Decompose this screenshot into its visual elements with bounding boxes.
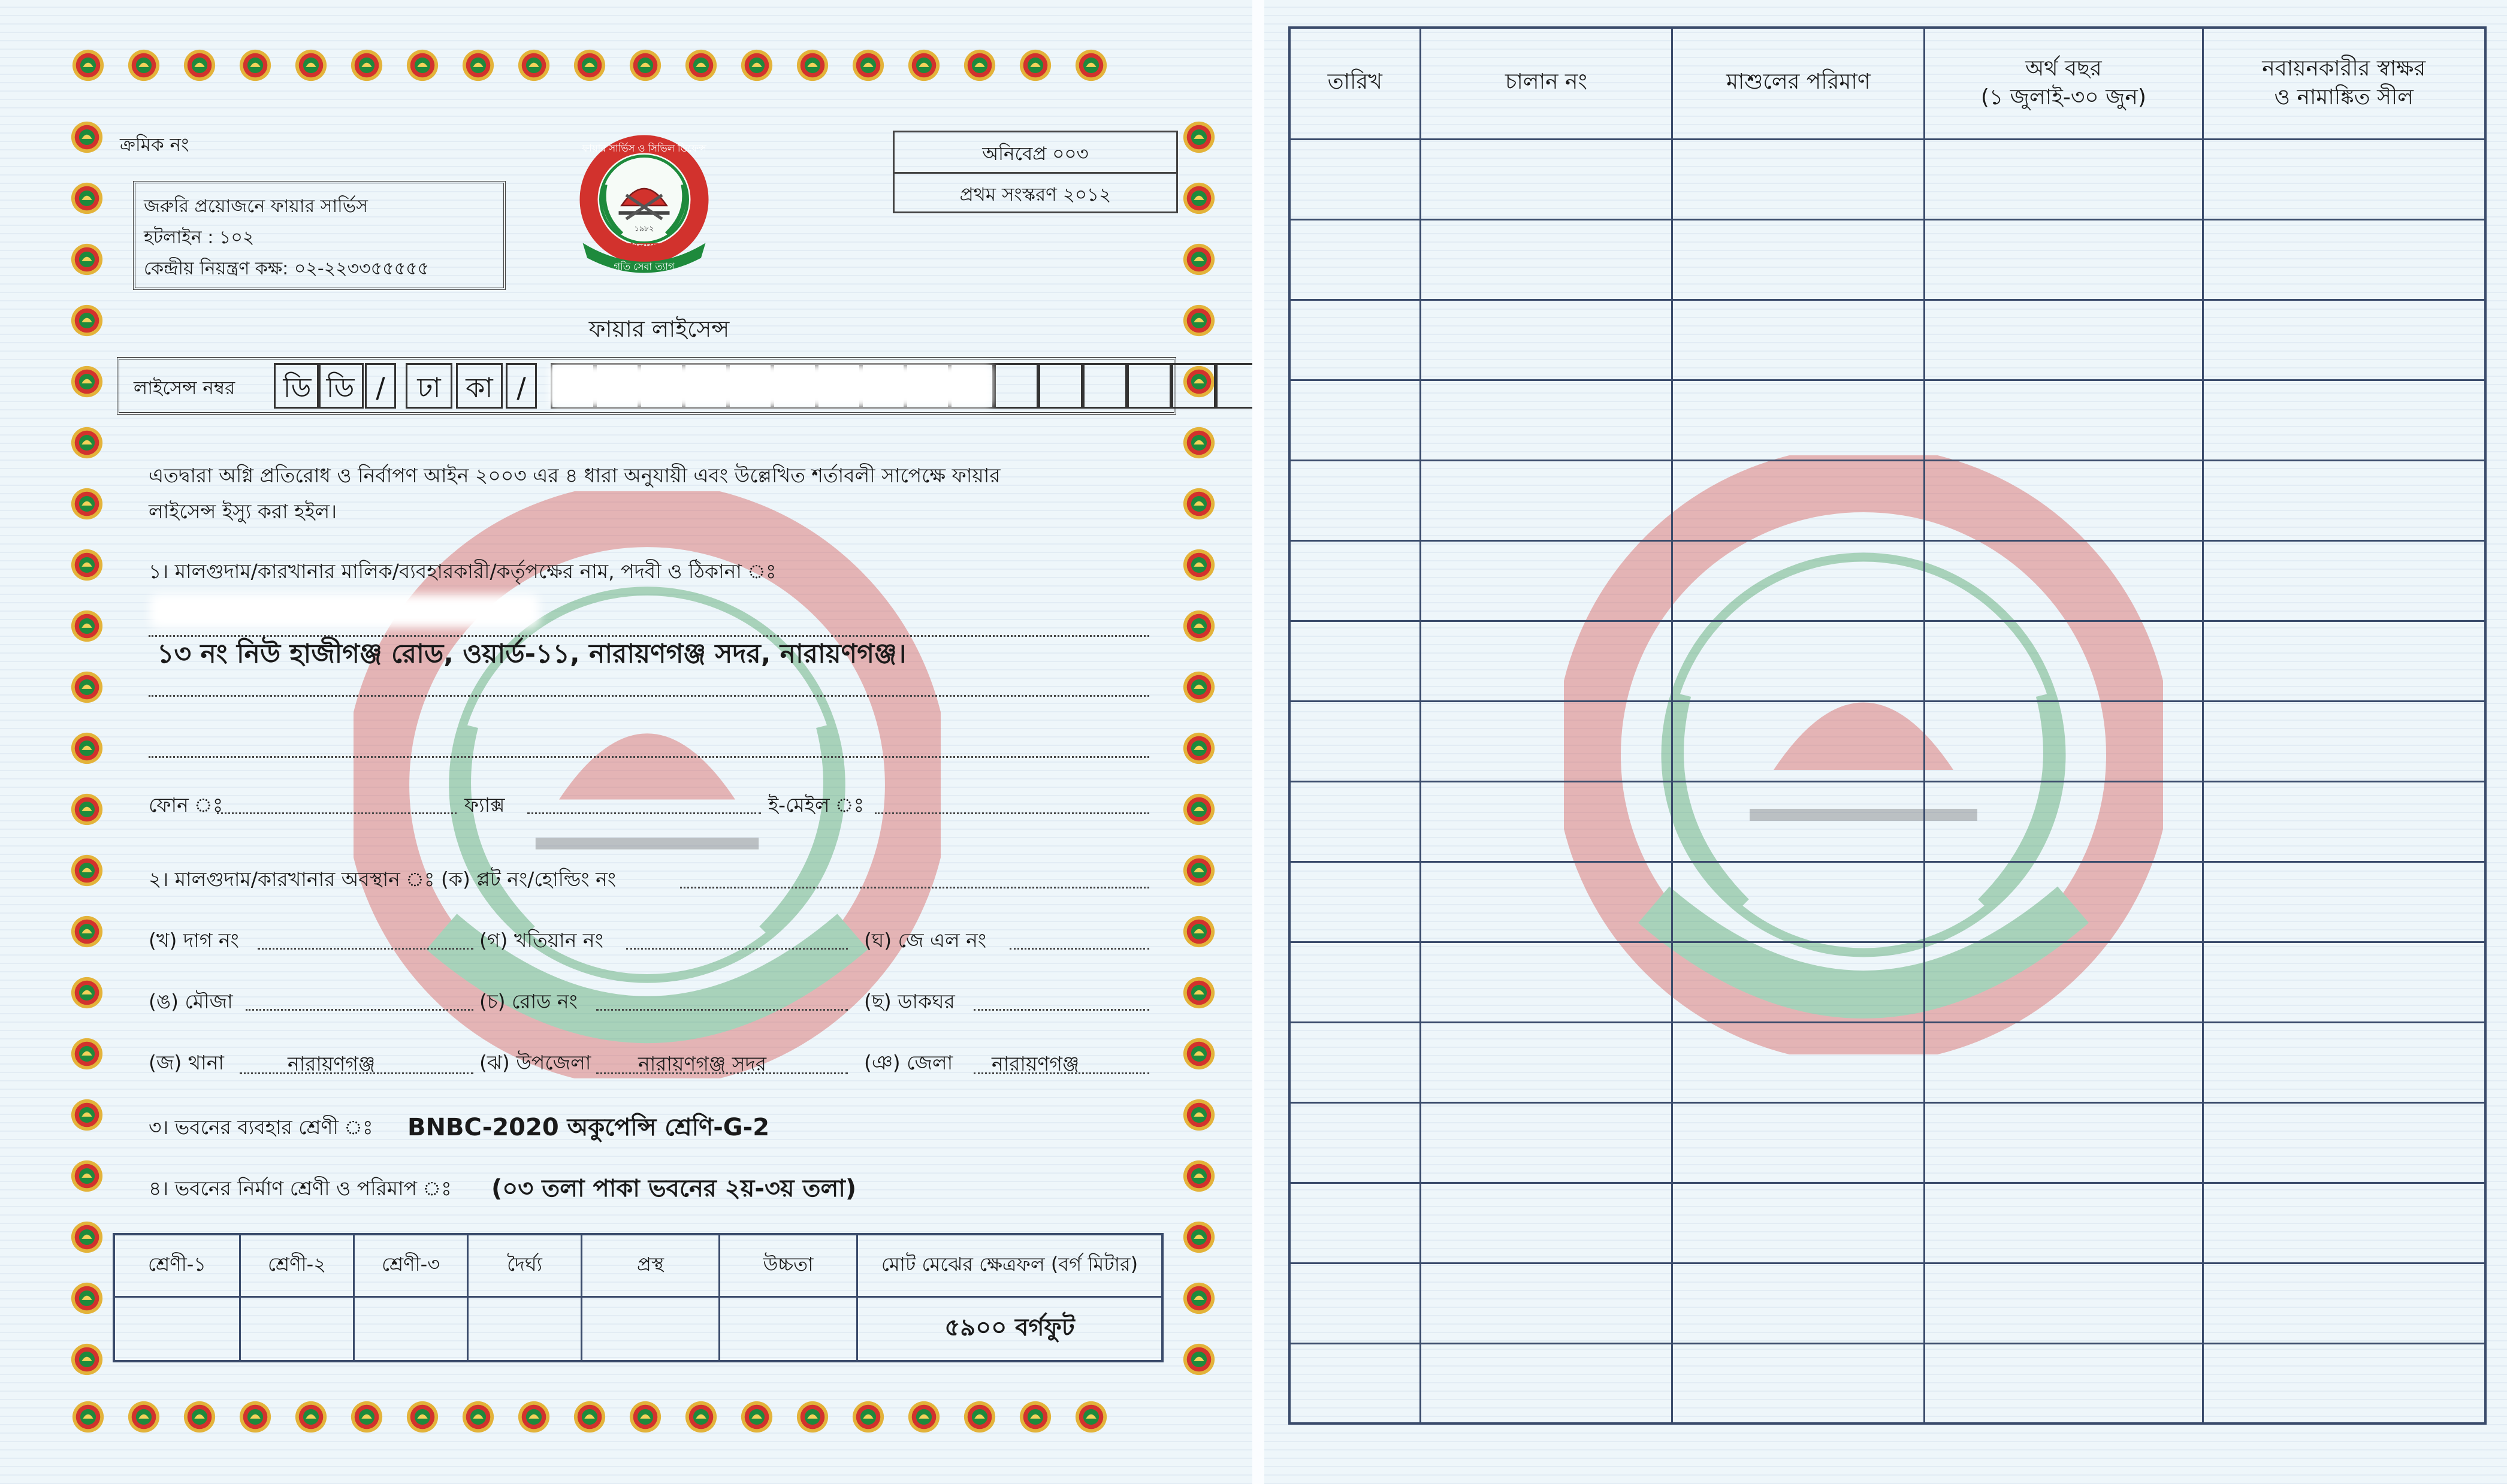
border-seal-icon [1182, 548, 1216, 582]
table-cell [1925, 380, 2203, 460]
border-seal-icon [70, 914, 104, 949]
border-seal-icon [182, 1400, 217, 1434]
border-seal-icon [70, 1281, 104, 1316]
border-seal-icon [70, 1220, 104, 1255]
table-cell [1672, 1183, 1925, 1263]
table-row [1289, 1183, 2485, 1263]
table-cell [114, 1296, 240, 1361]
border-seal-icon [1182, 1098, 1216, 1132]
table-cell [1420, 862, 1672, 942]
header-challan: চালান নং [1420, 28, 1672, 139]
border-seal-icon [70, 548, 104, 582]
table-cell [1925, 1343, 2203, 1423]
page-gutter [1252, 0, 1264, 1484]
phone-label: ফোন ঃ [149, 793, 223, 817]
table-cell [2203, 701, 2485, 781]
border-seal-icon [70, 1098, 104, 1132]
license-empty-cell [1171, 363, 1216, 409]
license-char-cell: ঢা [406, 363, 452, 409]
table-cell [1672, 1263, 1925, 1343]
border-seal-icon [1182, 853, 1216, 888]
license-front-page [0, 0, 1252, 1484]
border-seal-icon [1182, 1159, 1216, 1193]
border-seal-icon [1182, 425, 1216, 460]
license-char-cell: ডি [274, 363, 321, 409]
table-cell [1289, 460, 1420, 540]
license-char-cell: / [506, 363, 537, 409]
border-seal-icon [851, 1400, 886, 1434]
table-cell [1420, 139, 1672, 219]
table-cell [1289, 781, 1420, 862]
license-char-cell: / [365, 363, 396, 409]
fax-field [527, 812, 761, 814]
table-cell [1420, 1343, 1672, 1423]
border-seal-icon [1182, 242, 1216, 277]
table-cell [1672, 781, 1925, 862]
border-seal-icon [907, 48, 941, 83]
table-header-cell: শ্রেণী-২ [240, 1234, 354, 1296]
table-cell [2203, 621, 2485, 701]
border-seal-icon [294, 1400, 328, 1434]
table-cell [1672, 1102, 1925, 1183]
border-seal-icon [907, 1400, 941, 1434]
table-row [1289, 1343, 2485, 1423]
license-empty-cell [1083, 363, 1127, 409]
table-cell [1925, 1263, 2203, 1343]
intro-text-line-1: এতদ্বারা অগ্নি প্রতিরোধ ও নির্বাপণ আইন ২০০৩ এর ৪ ধারা অনুযায়ী এবং উল্লেখিত শর্তাবলী সাপেক্ষে ফায়ার [149, 464, 1001, 487]
thana-value: নারায়ণগঞ্জ [288, 1052, 376, 1075]
table-cell [2203, 139, 2485, 219]
fiscal-year-range: (১ জুলাই-৩০ জুন) [1980, 85, 2146, 110]
border-seal-icon [461, 1400, 496, 1434]
header-date: তারিখ [1289, 28, 1420, 139]
dag-label: (খ) দাগ নং [149, 929, 239, 952]
table-cell [1925, 540, 2203, 621]
table-cell [1420, 460, 1672, 540]
table-cell [2203, 781, 2485, 862]
table-cell [1672, 621, 1925, 701]
fax-label: ফ্যাক্স [464, 793, 505, 817]
table-cell [2203, 460, 2485, 540]
table-cell [2203, 540, 2485, 621]
license-char-cell: কা [456, 363, 503, 409]
district-label: (ঞ) জেলা [864, 1051, 953, 1074]
border-seal-icon [349, 48, 384, 83]
border-seal-icon [70, 731, 104, 766]
table-cell [2203, 942, 2485, 1022]
border-seal-icon [1182, 181, 1216, 216]
table-cell [1289, 219, 1420, 300]
mouza-field [246, 1009, 473, 1011]
table-cell [1925, 1022, 2203, 1102]
table-header-cell: শ্রেণী-৩ [354, 1234, 468, 1296]
table-cell [1672, 460, 1925, 540]
construction-label: ৪। ভবনের নির্মাণ শ্রেণী ও পরিমাপ ঃ [149, 1177, 452, 1200]
owner-label: ১। মালগুদাম/কারখানার মালিক/ব্যবহারকারী/কর্তৃপক্ষের নাম, পদবী ও ঠিকানা ঃ [149, 560, 777, 583]
table-cell [1289, 862, 1420, 942]
post-office-field [974, 1009, 1149, 1011]
border-seal-icon [739, 1400, 774, 1434]
border-seal-icon [70, 853, 104, 888]
border-seal-icon [628, 1400, 663, 1434]
khatian-label: (গ) খতিয়ান নং [479, 929, 603, 952]
border-seal-icon [1182, 1342, 1216, 1377]
table-cell [2203, 380, 2485, 460]
table-cell [1420, 219, 1672, 300]
upazila-field [596, 1072, 848, 1074]
table-cell [1289, 701, 1420, 781]
table-cell [2203, 1022, 2485, 1102]
table-cell [1420, 942, 1672, 1022]
license-number-row [117, 357, 1176, 415]
form-code-box [893, 131, 1178, 213]
table-row [1289, 139, 2485, 219]
header-fee: মাশুলের পরিমাণ [1672, 28, 1925, 139]
table-cell [1420, 701, 1672, 781]
owner-address: ১৩ নং নিউ হাজীগঞ্জ রোড, ওয়ার্ড-১১, নারায়ণগঞ্জ সদর, নারায়ণগঞ্জ। [157, 639, 907, 669]
upazila-label: (ঝ) উপজেলা [479, 1051, 591, 1074]
table-cell [1672, 380, 1925, 460]
license-empty-cell [994, 363, 1038, 409]
table-cell [1672, 1343, 1925, 1423]
table-cell [2203, 1263, 2485, 1343]
license-char-cell: ডি [317, 363, 364, 409]
location-label: ২। মালগুদাম/কারখানার অবস্থান ঃ (ক) প্লট নং/হোল্ডিং নং [149, 868, 617, 891]
emblem-country: বাংলাদেশ [624, 241, 664, 253]
table-cell [2203, 219, 2485, 300]
table-cell [1925, 781, 2203, 862]
license-empty-cell [1038, 363, 1083, 409]
border-seal-icon [238, 48, 273, 83]
table-cell [1672, 1022, 1925, 1102]
table-cell [1672, 300, 1925, 380]
border-seal-icon [238, 1400, 273, 1434]
usage-class-value: BNBC-2020 অকুপেন্সি শ্রেণি-G-2 [407, 1114, 770, 1141]
border-seal-icon [71, 48, 105, 83]
border-seal-icon [516, 1400, 551, 1434]
table-cell [1289, 1263, 1420, 1343]
table-row [1289, 219, 2485, 300]
owner-line-2 [149, 695, 1149, 697]
border-seal-icon [182, 48, 217, 83]
owner-line-3 [149, 756, 1149, 758]
table-cell [1672, 540, 1925, 621]
border-seal-icon [795, 1400, 830, 1434]
table-cell [1289, 1343, 1420, 1423]
border-seal-icon [572, 1400, 607, 1434]
thana-label: (জ) থানা [149, 1051, 224, 1074]
table-row [1289, 460, 2485, 540]
thana-field [240, 1072, 473, 1074]
construction-value: (০৩ তলা পাকা ভবনের ২য়-৩য় তলা) [491, 1175, 857, 1202]
table-cell [1289, 139, 1420, 219]
border-seal-icon [684, 1400, 718, 1434]
border-seal-icon [405, 48, 440, 83]
table-cell [1289, 1183, 1420, 1263]
border-seal-icon [126, 1400, 161, 1434]
upazila-value: নারায়ণগঞ্জ সদর [638, 1052, 766, 1075]
table-cell [1420, 1183, 1672, 1263]
border-seal-icon [1182, 731, 1216, 766]
mouza-label: (ঙ) মৌজা [149, 990, 233, 1013]
table-cell [1289, 1102, 1420, 1183]
border-seal-icon [70, 975, 104, 1010]
total-area-value: ৫৯০০ বর্গফুট [857, 1296, 1163, 1361]
table-cell [720, 1296, 857, 1361]
fire-service-emblem-icon [569, 131, 719, 280]
border-seal-icon [70, 303, 104, 338]
table-row [1289, 380, 2485, 460]
border-seal-icon [70, 792, 104, 827]
border-seal-icon [1182, 486, 1216, 521]
border-seal-icon [70, 486, 104, 521]
border-seal-icon [684, 48, 718, 83]
table-row [114, 1296, 1162, 1361]
table-header-cell: উচ্চতা [720, 1234, 857, 1296]
emergency-info-box [133, 181, 506, 290]
border-seal-icon [572, 48, 607, 83]
border-seal-icon [70, 670, 104, 705]
border-seal-icon [70, 609, 104, 643]
table-cell [1420, 1102, 1672, 1183]
table-cell [1925, 701, 2203, 781]
border-seal-icon [628, 48, 663, 83]
hotline-line: হটলাইন : ১০২ [144, 227, 255, 248]
table-cell [1420, 380, 1672, 460]
table-cell [1925, 1102, 2203, 1183]
table-row [1289, 942, 2485, 1022]
table-cell [1420, 1022, 1672, 1102]
table-cell [1672, 942, 1925, 1022]
table-header-cell: শ্রেণী-১ [114, 1234, 240, 1296]
table-cell [1672, 862, 1925, 942]
table-row [1289, 701, 2485, 781]
table-row [1289, 540, 2485, 621]
border-seal-icon [1182, 975, 1216, 1010]
redacted-name [150, 594, 539, 628]
table-cell [2203, 1183, 2485, 1263]
border-seal-icon [516, 48, 551, 83]
measurement-table [113, 1233, 1164, 1362]
emblem-year: ১৯৮২ [634, 223, 654, 233]
redacted-block [549, 364, 993, 407]
table-cell [1289, 942, 1420, 1022]
fiscal-year-title: অর্থ বছর [2025, 56, 2102, 81]
serial-number-label: ক্রমিক নং [120, 134, 189, 156]
district-value: নারায়ণগঞ্জ [992, 1052, 1080, 1075]
control-room-line: কেন্দ্রীয় নিয়ন্ত্রণ কক্ষ: ০২-২২৩৩৫৫৫৫৫ [144, 258, 430, 279]
border-seal-icon [1182, 914, 1216, 949]
table-row [1289, 862, 2485, 942]
email-field [875, 812, 1149, 814]
border-seal-icon [461, 48, 496, 83]
border-seal-icon [126, 48, 161, 83]
border-seal-icon [349, 1400, 384, 1434]
border-seal-icon [70, 1159, 104, 1193]
border-seal-icon [1182, 609, 1216, 643]
table-cell [1420, 540, 1672, 621]
table-cell [1420, 781, 1672, 862]
border-seal-icon [1182, 120, 1216, 155]
border-seal-icon [70, 120, 104, 155]
renewal-record-page [1264, 0, 2507, 1484]
border-seal-icon [795, 48, 830, 83]
table-cell [1925, 621, 2203, 701]
table-cell [1925, 862, 2203, 942]
license-empty-cell [1216, 363, 1252, 409]
border-seal-icon [1182, 1036, 1216, 1071]
border-seal-icon [70, 181, 104, 216]
table-row [1289, 300, 2485, 380]
signature-sub: ও নামাঙ্কিত সীল [2274, 85, 2414, 110]
jl-label: (ঘ) জে এল নং [864, 929, 987, 952]
table-cell [354, 1296, 468, 1361]
border-seal-icon [405, 1400, 440, 1434]
table-cell [1925, 1183, 2203, 1263]
email-label: ই-মেইল ঃ [768, 793, 865, 817]
table-cell [1672, 139, 1925, 219]
border-seal-icon [1074, 1400, 1108, 1434]
district-field [974, 1072, 1149, 1074]
table-cell [468, 1296, 582, 1361]
border-seal-icon [1018, 48, 1053, 83]
table-cell [2203, 300, 2485, 380]
road-label: (চ) রোড নং [479, 990, 578, 1013]
table-cell [1289, 621, 1420, 701]
form-code: অনিবেপ্র ০০৩ [982, 143, 1089, 165]
table-cell [2203, 1343, 2485, 1423]
table-cell [1925, 942, 2203, 1022]
table-cell [1289, 1022, 1420, 1102]
table-cell [2203, 1102, 2485, 1183]
emblem-motto: গতি সেবা ত্যাগ [614, 261, 675, 273]
table-cell [1672, 219, 1925, 300]
table-cell [1289, 540, 1420, 621]
table-cell [1420, 621, 1672, 701]
dag-field [258, 948, 473, 950]
table-cell [2203, 862, 2485, 942]
border-seal-icon [1182, 303, 1216, 338]
border-seal-icon [70, 1036, 104, 1071]
border-seal-icon [294, 48, 328, 83]
border-seal-icon [1074, 48, 1108, 83]
emergency-line-1: জরুরি প্রয়োজনে ফায়ার সার্ভিস [144, 196, 368, 217]
border-seal-icon [1182, 1281, 1216, 1316]
license-empty-cell [1127, 363, 1171, 409]
header-fiscal-year [1925, 28, 2203, 139]
license-number-label: লাইসেন্স নম্বর [134, 377, 235, 399]
intro-text-line-2: লাইসেন্স ইস্যু করা হইল। [149, 500, 337, 523]
border-seal-icon [70, 364, 104, 399]
table-row [1289, 781, 2485, 862]
edition-label: প্রথম সংস্করণ ২০১২ [959, 184, 1111, 205]
table-header-cell: প্রস্থ [582, 1234, 720, 1296]
border-seal-icon [739, 48, 774, 83]
post-office-label: (ছ) ডাকঘর [864, 990, 955, 1013]
renewal-table [1288, 26, 2487, 1425]
table-header-row [114, 1234, 1162, 1296]
table-cell [1925, 219, 2203, 300]
usage-class-label: ৩। ভবনের ব্যবহার শ্রেণী ঃ [149, 1116, 373, 1139]
table-cell [1925, 139, 2203, 219]
border-seal-icon [962, 48, 997, 83]
plot-field [680, 887, 1149, 888]
table-row [1289, 1022, 2485, 1102]
border-seal-icon [1018, 1400, 1053, 1434]
table-cell [1420, 300, 1672, 380]
border-seal-icon [1182, 792, 1216, 827]
khatian-field [626, 948, 848, 950]
signature-title: নবায়নকারীর স্বাক্ষর [2262, 56, 2426, 81]
table-cell [1289, 380, 1420, 460]
emblem-top-text: ফায়ার সার্ভিস ও সিভিল ডিফেন্স [582, 143, 706, 154]
border-seal-icon [962, 1400, 997, 1434]
header-signature [2203, 28, 2485, 139]
table-cell [1672, 701, 1925, 781]
border-seal-icon [71, 1400, 105, 1434]
border-seal-icon [70, 1342, 104, 1377]
table-row [1289, 1263, 2485, 1343]
table-row [1289, 621, 2485, 701]
border-seal-icon [70, 242, 104, 277]
border-seal-icon [1182, 1220, 1216, 1255]
table-cell [1925, 300, 2203, 380]
table-cell [1420, 1263, 1672, 1343]
table-cell [1289, 300, 1420, 380]
table-header-cell: মোট মেঝের ক্ষেত্রফল (বর্গ মিটার) [857, 1234, 1163, 1296]
table-cell [1925, 460, 2203, 540]
page-title: ফায়ার লাইসেন্স [588, 316, 730, 342]
border-seal-icon [70, 425, 104, 460]
border-seal-icon [851, 48, 886, 83]
renewal-header-row [1289, 28, 2485, 139]
table-header-cell: দৈর্ঘ্য [468, 1234, 582, 1296]
border-seal-icon [1182, 670, 1216, 705]
table-row [1289, 1102, 2485, 1183]
jl-field [1010, 948, 1149, 950]
table-cell [240, 1296, 354, 1361]
road-field [596, 1009, 848, 1011]
phone-field [217, 812, 457, 814]
table-cell [582, 1296, 720, 1361]
